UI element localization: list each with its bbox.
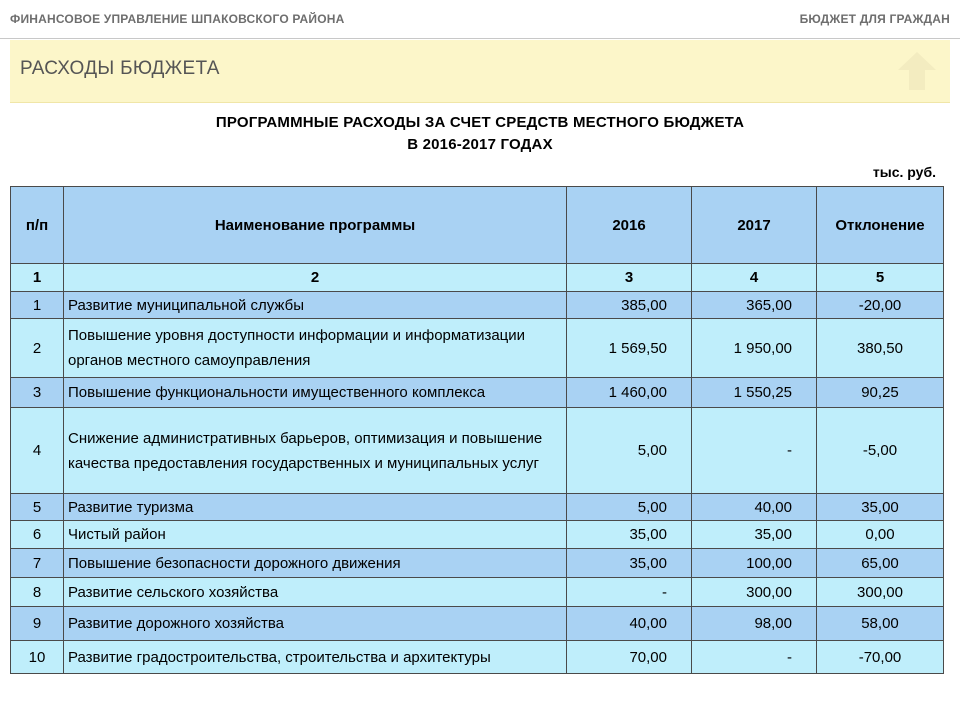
table-row	[11, 292, 944, 319]
row-num: 4	[11, 408, 64, 494]
value-2017: 365,00	[692, 292, 817, 319]
table-row	[11, 494, 944, 521]
header-2017: 2017	[692, 187, 817, 264]
program-name: Развитие туризма	[64, 494, 567, 521]
deviation: 65,00	[817, 549, 944, 578]
column-number: 5	[817, 264, 944, 292]
program-name: Повышение функциональности имущественного комплекса	[64, 378, 567, 408]
deviation: -70,00	[817, 641, 944, 674]
section-banner	[10, 40, 950, 103]
program-name: Повышение безопасности дорожного движения	[64, 549, 567, 578]
value-2016: 40,00	[567, 607, 692, 641]
column-number: 4	[692, 264, 817, 292]
document-title-line2: В 2016-2017 ГОДАХ	[407, 136, 553, 153]
deviation: 380,50	[817, 319, 944, 378]
units-label: тыс. руб.	[872, 164, 936, 180]
deviation: 58,00	[817, 607, 944, 641]
value-2017: -	[692, 408, 817, 494]
value-2017: 40,00	[692, 494, 817, 521]
value-2016: 385,00	[567, 292, 692, 319]
table-header-row	[11, 187, 944, 264]
header-2016: 2016	[567, 187, 692, 264]
column-numbers-row	[11, 264, 944, 292]
value-2016: 35,00	[567, 521, 692, 549]
row-num: 3	[11, 378, 64, 408]
column-number: 1	[11, 264, 64, 292]
value-2016: 1 569,50	[567, 319, 692, 378]
deviation: -5,00	[817, 408, 944, 494]
value-2017: 1 550,25	[692, 378, 817, 408]
deviation: 0,00	[817, 521, 944, 549]
table-row	[11, 549, 944, 578]
section-title: РАСХОДЫ БЮДЖЕТА	[20, 58, 220, 79]
row-num: 9	[11, 607, 64, 641]
row-num: 6	[11, 521, 64, 549]
table-row	[11, 408, 944, 494]
program-name: Повышение уровня доступности информации и информатизации органов местного самоуправления	[64, 319, 567, 378]
value-2017: 98,00	[692, 607, 817, 641]
budget-for-citizens-link[interactable]: БЮДЖЕТ ДЛЯ ГРАЖДАН	[799, 12, 950, 26]
row-num: 2	[11, 319, 64, 378]
header-num: п/п	[11, 187, 64, 264]
table-row	[11, 641, 944, 674]
table-row	[11, 578, 944, 607]
header-deviation: Отклонение	[817, 187, 944, 264]
value-2017: 1 950,00	[692, 319, 817, 378]
program-name: Развитие градостроительства, строительства и архитектуры	[64, 641, 567, 674]
value-2016: 5,00	[567, 494, 692, 521]
program-name: Развитие сельского хозяйства	[64, 578, 567, 607]
value-2017: -	[692, 641, 817, 674]
header-name: Наименование программы	[64, 187, 567, 264]
deviation: 35,00	[817, 494, 944, 521]
value-2017: 35,00	[692, 521, 817, 549]
value-2017: 300,00	[692, 578, 817, 607]
deviation: 90,25	[817, 378, 944, 408]
table-row	[11, 319, 944, 378]
row-num: 8	[11, 578, 64, 607]
table-row	[11, 521, 944, 549]
document-title-line1: ПРОГРАММНЫЕ РАСХОДЫ ЗА СЧЕТ СРЕДСТВ МЕСТНОГО БЮДЖЕТА	[215, 114, 745, 131]
column-number: 3	[567, 264, 692, 292]
table-row	[11, 607, 944, 641]
value-2016: 1 460,00	[567, 378, 692, 408]
value-2016: 35,00	[567, 549, 692, 578]
value-2017: 100,00	[692, 549, 817, 578]
row-num: 1	[11, 292, 64, 319]
column-number: 2	[64, 264, 567, 292]
deviation: 300,00	[817, 578, 944, 607]
value-2016: -	[567, 578, 692, 607]
row-num: 7	[11, 549, 64, 578]
row-num: 5	[11, 494, 64, 521]
row-num: 10	[11, 641, 64, 674]
program-name: Чистый район	[64, 521, 567, 549]
table-row	[11, 378, 944, 408]
program-name: Развитие муниципальной службы	[64, 292, 567, 319]
program-name: Развитие дорожного хозяйства	[64, 607, 567, 641]
deviation: -20,00	[817, 292, 944, 319]
program-expenses-table	[10, 186, 944, 674]
value-2016: 5,00	[567, 408, 692, 494]
arrow-up-icon[interactable]	[894, 48, 940, 94]
org-name: ФИНАНСОВОЕ УПРАВЛЕНИЕ ШПАКОВСКОГО РАЙОНА	[10, 12, 345, 26]
program-name: Снижение административных барьеров, оптимизация и повышение качества предоставления государственных и муниципальных услуг	[64, 408, 567, 494]
value-2016: 70,00	[567, 641, 692, 674]
top-bar	[0, 0, 960, 39]
